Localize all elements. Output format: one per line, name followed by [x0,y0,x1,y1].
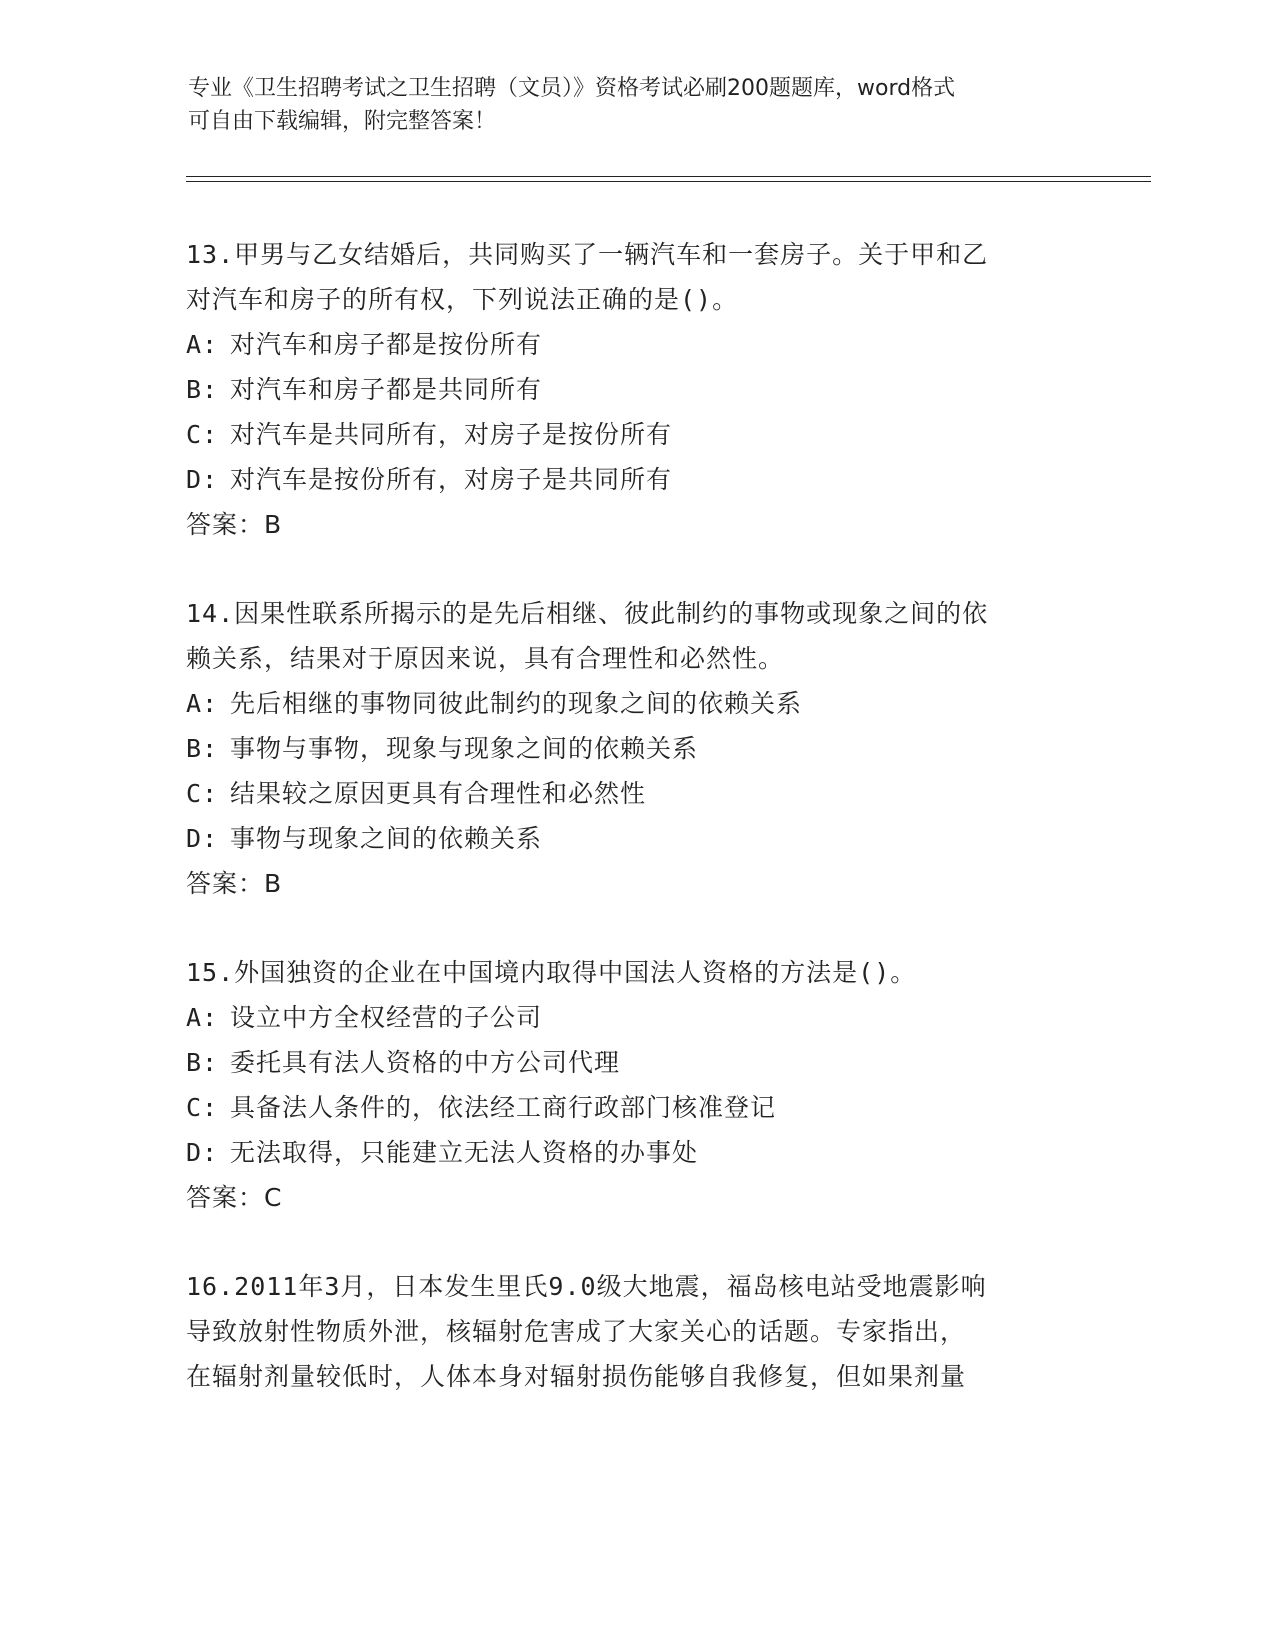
option-c [186,1085,1086,1130]
option-text: 对汽车是共同所有，对房子是按份所有 [230,420,673,449]
document-header [188,72,1088,138]
option-text: 委托具有法人资格的中方公司代理 [230,1048,621,1077]
question-stem: 导致放射性物质外泄，核辐射危害成了大家关心的话题。专家指出， [186,1317,967,1346]
option-a [186,681,1086,726]
option-text: 无法取得，只能建立无法人资格的办事处 [230,1138,699,1167]
question-stem: 在辐射剂量较低时，人体本身对辐射损伤能够自我修复，但如果剂量 [186,1362,967,1391]
option-text: 结果较之原因更具有合理性和必然性 [230,779,647,808]
answer-label: 答案：C [186,1183,283,1212]
question-stem: 赖关系，结果对于原因来说，具有合理性和必然性。 [186,644,785,673]
question-14 [186,591,1086,906]
option-b [186,1040,1086,1085]
option-a [186,322,1086,367]
option-text: 先后相继的事物同彼此制约的现象之间的依赖关系 [230,689,803,718]
question-16 [186,1264,1086,1399]
header-divider-top [186,176,1151,177]
option-b [186,726,1086,771]
option-key: C: [186,420,219,449]
option-b [186,367,1086,412]
option-key: C: [186,1093,219,1122]
option-key: B: [186,1048,219,1077]
option-key: A: [186,1003,219,1032]
option-text: 事物与事物，现象与现象之间的依赖关系 [230,734,699,763]
option-c [186,771,1086,816]
answer-label: 答案：B [186,510,283,539]
option-d [186,457,1086,502]
option-text: 设立中方全权经营的子公司 [230,1003,543,1032]
question-15 [186,950,1086,1220]
option-d [186,816,1086,861]
option-a [186,995,1086,1040]
option-text: 事物与现象之间的依赖关系 [230,824,543,853]
option-key: C: [186,779,219,808]
question-stem: 16.2011年3月，日本发生里氏9.0级大地震，福岛核电站受地震影响 [186,1272,987,1301]
answer-label: 答案：B [186,869,283,898]
option-text: 对汽车和房子都是共同所有 [230,375,543,404]
option-key: A: [186,330,219,359]
option-key: D: [186,1138,219,1167]
option-d [186,1130,1086,1175]
option-key: A: [186,689,219,718]
option-key: B: [186,375,219,404]
option-text: 具备法人条件的，依法经工商行政部门核准登记 [230,1093,777,1122]
option-c [186,412,1086,457]
question-list [186,232,1086,1443]
option-text: 对汽车和房子都是按份所有 [230,330,543,359]
question-13 [186,232,1086,547]
question-stem: 13.甲男与乙女结婚后，共同购买了一辆汽车和一套房子。关于甲和乙 [186,240,989,269]
option-key: B: [186,734,219,763]
header-title-line-2: 可自由下载编辑，附完整答案！ [188,109,497,134]
question-stem: 14.因果性联系所揭示的是先后相继、彼此制约的事物或现象之间的依 [186,599,989,628]
question-stem: 15.外国独资的企业在中国境内取得中国法人资格的方法是()。 [186,958,917,987]
header-divider-bottom [186,181,1151,182]
question-stem: 对汽车和房子的所有权，下列说法正确的是()。 [186,285,739,314]
header-title-line-1: 专业《卫生招聘考试之卫生招聘（文员）》资格考试必刷200题题库，word格式 [188,76,956,101]
option-text: 对汽车是按份所有，对房子是共同所有 [230,465,673,494]
option-key: D: [186,824,219,853]
option-key: D: [186,465,219,494]
